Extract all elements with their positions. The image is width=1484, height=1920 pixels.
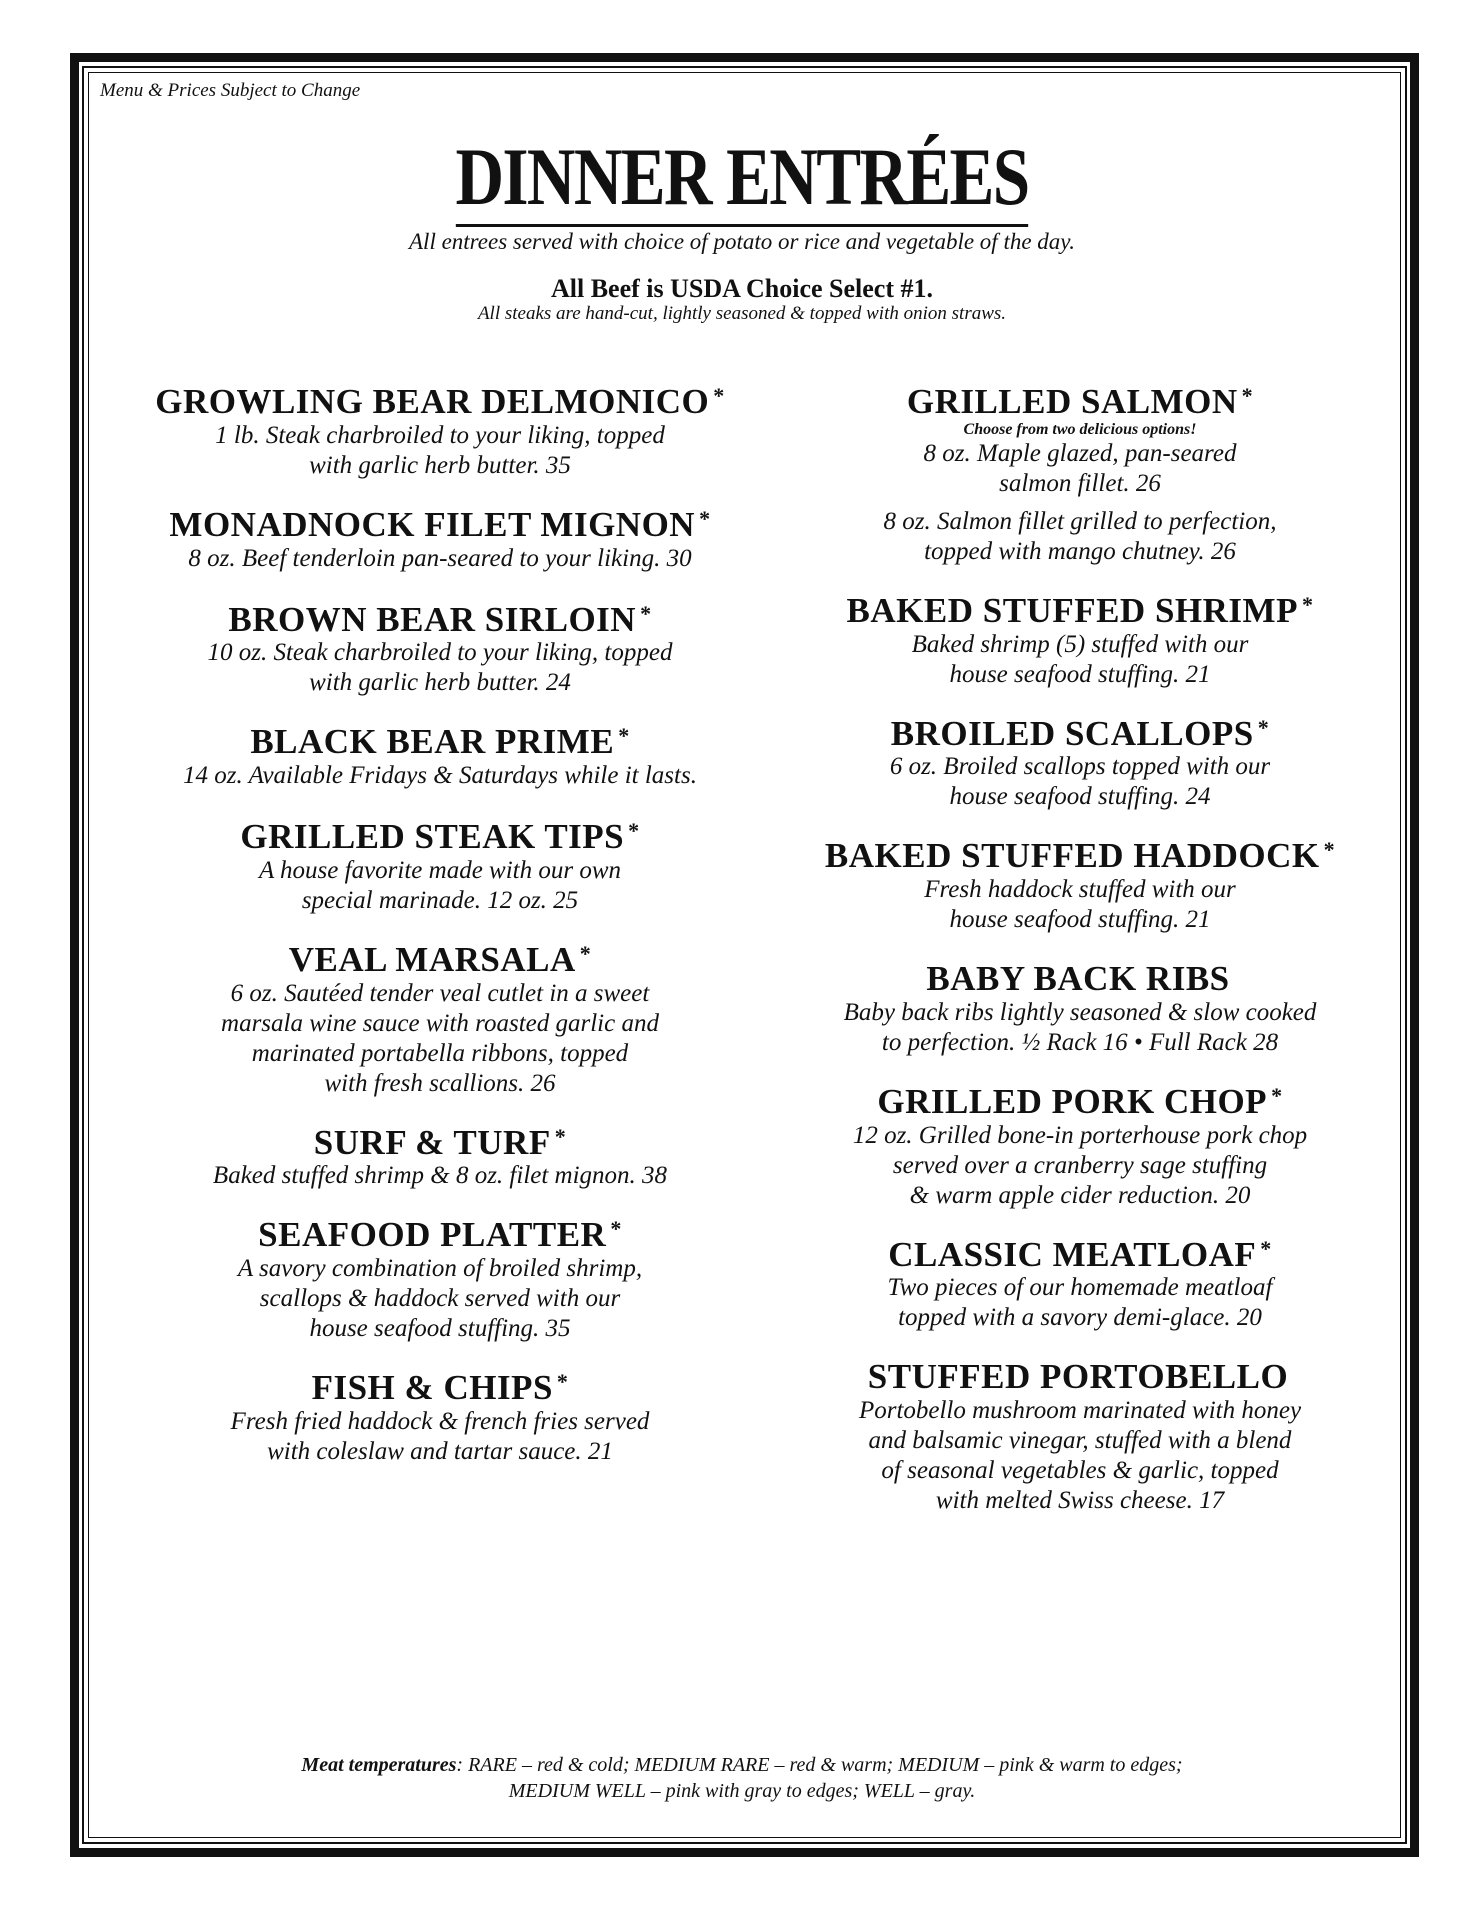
menu-item-name: GRILLED STEAK TIPS * [240, 817, 640, 856]
menu-item [770, 1234, 1390, 1334]
menu-item-description: 6 oz. Sautéed tender veal cutlet in a sweet marsala wine sauce with roasted garlic and marinated portabella ribbons, topped with fresh scallions. 26 [221, 979, 659, 1097]
menu-item-description: Baby back ribs lightly seasoned & slow cooked to perfection. ½ Rack 16 • Full Rack 28 [843, 998, 1317, 1056]
menu-item-description: Baked shrimp (5) stuffed with our house seafood stuffing. 21 [911, 630, 1249, 688]
menu-item-name: SURF & TURF * [313, 1122, 567, 1162]
page-title [134, 131, 1351, 222]
menu-item-description: Baked stuffed shrimp & 8 oz. filet mignon. 38 [212, 1162, 668, 1190]
menu-item-description: A savory combination of broiled shrimp, scallops & haddock served with our house seafood stuffing. 35 [237, 1255, 643, 1342]
menu-item-description: Two pieces of our homemade meatloaf topped with a savory demi-glace. 20 [887, 1274, 1273, 1332]
meat-temperature-line-1: Meat temperatures: RARE – red & cold; MEDIUM RARE – red & warm; MEDIUM – pink & warm to edges; [301, 1754, 1183, 1776]
meat-temperature-line-2: MEDIUM WELL – pink with gray to edges; WELL – gray. [508, 1780, 976, 1802]
menu-item [130, 1370, 750, 1467]
menu-item-name: VEAL MARSALA * [288, 939, 592, 979]
menu-item-name: BABY BACK RIBS [926, 959, 1230, 998]
menu-item-name: CLASSIC MEATLOAF * [888, 1234, 1272, 1274]
menu-item [770, 1081, 1390, 1211]
menu-item-name: SEAFOOD PLATTER * [258, 1215, 622, 1255]
menu-item-description: A house favorite made with our own special marinade. 12 oz. 25 [258, 856, 622, 914]
menu-item-name: GRILLED PORK CHOP * [877, 1081, 1283, 1121]
menu-item-name: GRILLED SALMON * [906, 382, 1254, 421]
beef-heading: All Beef is USDA Choice Select #1. [550, 274, 933, 303]
menu-item-name: BROILED SCALLOPS * [890, 713, 1270, 753]
menu-item [130, 599, 750, 699]
menu-item-description: 8 oz. Beef tenderloin pan-seared to your liking. 30 [188, 544, 692, 572]
menu-item-description: 8 oz. Maple glazed, pan-seared salmon fillet. 26 [923, 439, 1237, 497]
beef-note: All steaks are hand-cut, lightly seasoned & topped with onion straws. [477, 303, 1007, 324]
menu-item [130, 1122, 750, 1192]
menu-item-name: BLACK BEAR PRIME * [250, 722, 630, 762]
entree-subtitle: All entrees served with choice of potato or rice and vegetable of the day. [409, 229, 1075, 254]
menu-item-description: Fresh haddock stuffed with our house seafood stuffing. 21 [924, 876, 1236, 933]
menu-item [130, 504, 750, 574]
left-menu-column [130, 384, 750, 1491]
menu-item [770, 384, 1390, 567]
menu-item [130, 1217, 750, 1344]
menu-item-name: STUFFED PORTOBELLO [867, 1357, 1289, 1397]
right-menu-column [770, 384, 1390, 1540]
page-title-text: DINNER ENTRÉES [455, 131, 1028, 227]
menu-item-name: BROWN BEAR SIRLOIN * [228, 599, 652, 639]
menu-item-description: 12 oz. Grilled bone-in porterhouse pork chop served over a cranberry sage stuffing & warm apple cider reduction. 20 [852, 1121, 1308, 1209]
menu-item-description: 6 oz. Broiled scallops topped with our house seafood stuffing. 24 [889, 753, 1271, 811]
meat-temperature-label: Meat temperatures [301, 1754, 457, 1776]
menu-item-subtitle: Choose from two delicious options! [963, 420, 1197, 438]
menu-item-description-alt: 8 oz. Salmon fillet grilled to perfection, topped with mango chutney. 26 [883, 507, 1277, 565]
menu-item [770, 590, 1390, 690]
meat-temperature-guide [0, 1752, 1484, 1804]
menu-item-description: Fresh fried haddock & french fries served with coleslaw and tartar sauce. 21 [230, 1407, 650, 1465]
menu-item-name: BAKED STUFFED HADDOCK * [824, 836, 1336, 876]
price-notice: Menu & Prices Subject to Change [100, 80, 361, 101]
menu-item-description: 14 oz. Available Fridays & Saturdays while it lasts. [183, 762, 697, 789]
menu-item [770, 1359, 1390, 1516]
menu-item [770, 961, 1390, 1058]
menu-item [770, 713, 1390, 813]
menu-item-description: 10 oz. Steak charbroiled to your liking, topped with garlic herb butter. 24 [207, 639, 673, 697]
menu-item-name: MONADNOCK FILET MIGNON * [169, 504, 711, 544]
menu-item-name: BAKED STUFFED SHRIMP * [846, 590, 1314, 630]
menu-item [130, 939, 750, 1099]
menu-item [130, 724, 750, 791]
menu-item-name: GROWLING BEAR DELMONICO * [155, 382, 725, 421]
menu-item-description: Portobello mushroom marinated with honey and balsamic vinegar, stuffed with a blend of seasonal vegetables & garlic, topped with melted Swiss cheese. 17 [858, 1397, 1302, 1514]
menu-item-description: 1 lb. Steak charbroiled to your liking, topped with garlic herb butter. 35 [215, 421, 665, 479]
menu-item-name: FISH & CHIPS * [311, 1368, 569, 1407]
menu-item [130, 819, 750, 916]
menu-item [770, 838, 1390, 935]
menu-item [130, 384, 750, 481]
